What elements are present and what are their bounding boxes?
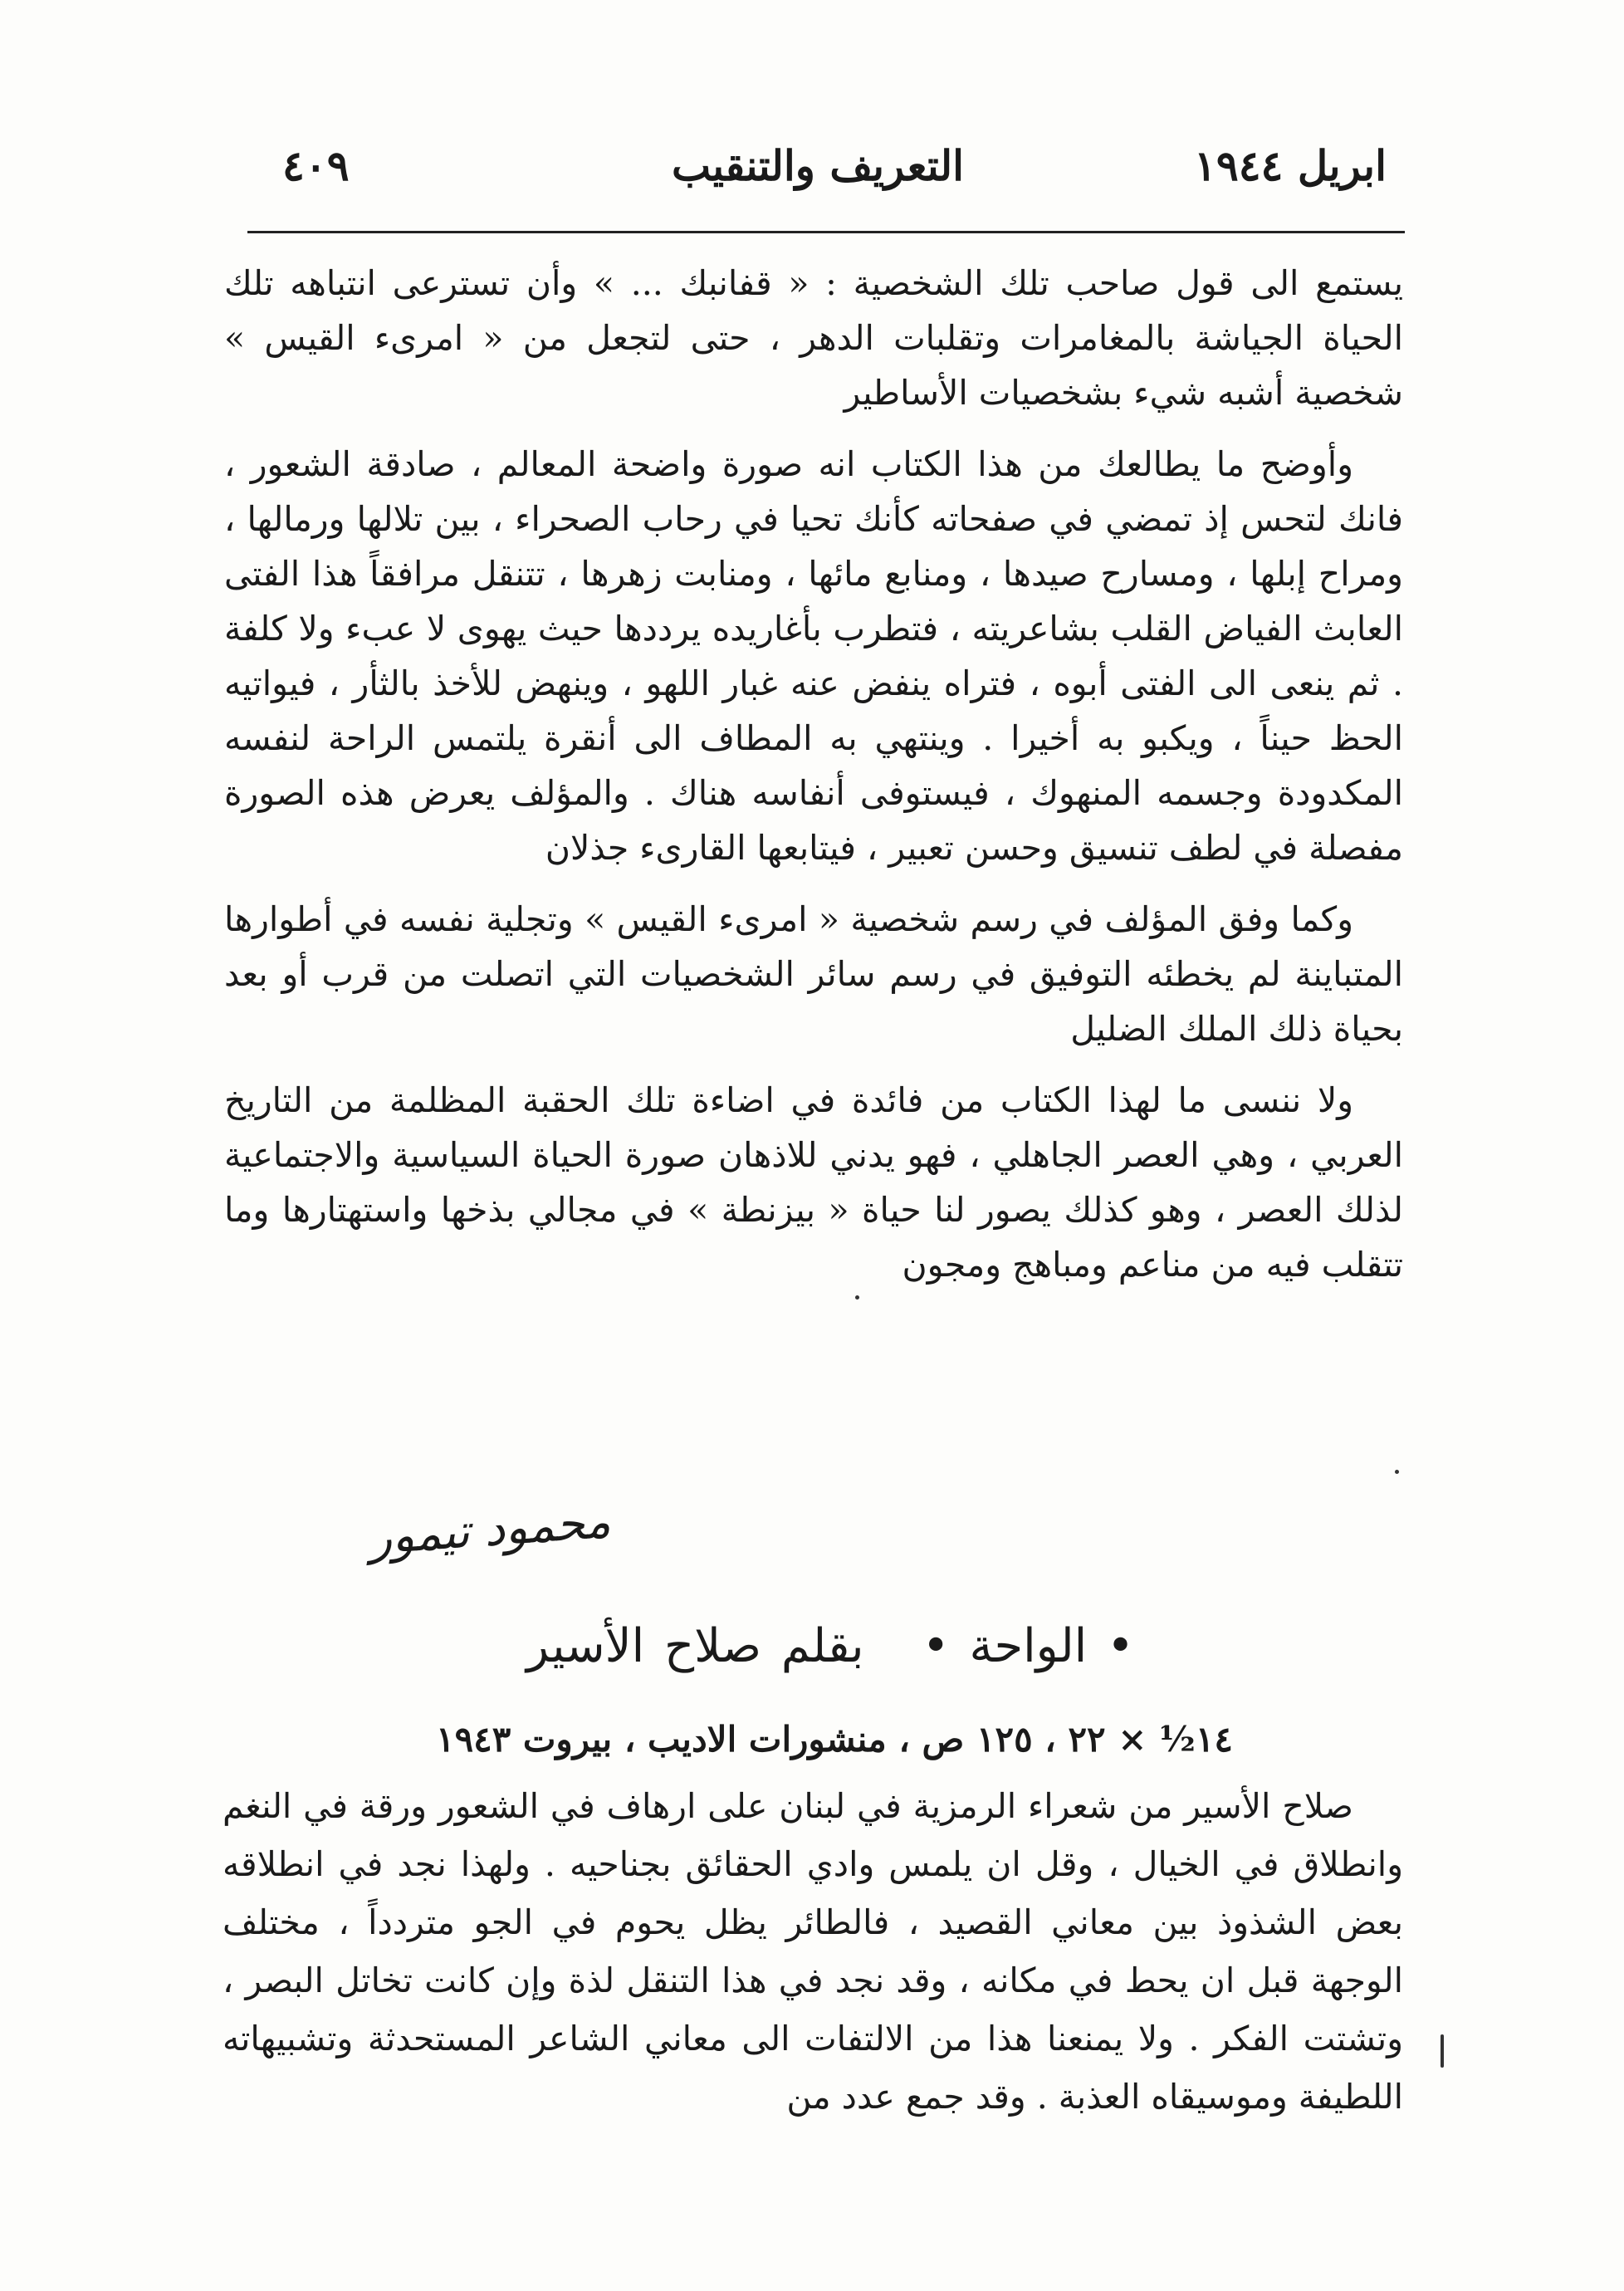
paragraph: ولا ننسى ما لهذا الكتاب من فائدة في اضاءة تلك الحقبة المظلمة من التاريخ العربي ، وهي العصر الجاهلي ، فهو يدني للاذهان صورة الحياة السياسية والاجتماعية لذلك العصر ، وهو كذلك يصور لنا حياة « بيزنطة » في مجالي بذخها واستهتارها وما تتقلب فيه من مناعم ومباهج ومجون xyxy=(224,1080,1403,1285)
page-header xyxy=(249,141,1387,216)
paragraph: صلاح الأسير من شعراء الرمزية في لبنان على ارهاف في الشعور ورقة في النغم وانطلاق في الخيال ، وقل ان يلمس وادي الحقائق بجناحيه . ولهذا نجد في انطلاقه بعض الشذوذ بين معاني القصيد ، فالطائر يظل يحوم في الجو متردداً ، مختلف الوجهة قبل ان يحط في مكانه ، وقد نجد في هذا التنقل لذة وإن كانت تخاتل البصر ، وتشتت الفكر . ولا يمنعنا هذا من الالتفات الى معاني الشاعر المستحدثة وتشبيهاته اللطيفة وموسيقاه العذبة . وقد جمع عدد من xyxy=(223,1786,1403,2117)
book-author: صلاح الأسير xyxy=(526,1619,762,1673)
review-body xyxy=(223,1777,1403,2126)
print-speck xyxy=(1395,1470,1399,1474)
article-body xyxy=(224,256,1403,1309)
by-label: بقلم xyxy=(780,1619,864,1673)
header-date: ابريل ١٩٤٤ xyxy=(1193,141,1387,190)
page-number: ٤٠٩ xyxy=(282,141,350,190)
review-heading xyxy=(415,1619,1245,1673)
paragraph: وأوضح ما يطالعك من هذا الكتاب انه صورة واضحة المعالم ، صادقة الشعور ، فانك لتحس إذ تمضي في صفحاته كأنك تحيا في رحاب الصحراء ، بين تلالها ورمالها ، ومراح إبلها ، ومسارح صيدها ، ومنابع مائها ، ومنابت زهرها ، تتنقل مرافقاً هذا الفتى العابث الفياض القلب بشاعريته ، فتطرب بأغاريده يرددها حيث يهوى لا عبء ولا كلفة . ثم ينعى الى الفتى أبوه ، فتراه ينفض عنه غبار اللهو ، وينهض للأخذ بالثأر ، فيواتيه الحظ حيناً ، ويكبو به أخيرا . وينتهي به المطاف الى أنقرة يلتمس الراحة لنفسه المكدودة وجسمه المنهوك ، فيستوفى أنفاسه هناك . والمؤلف يعرض هذه الصورة مفصلة في لطف تنسيق وحسن تعبير ، فيتابعها القارىء جذلان xyxy=(224,444,1403,868)
print-speck xyxy=(855,1295,859,1300)
header-title: التعريف والتنقيب xyxy=(672,141,964,190)
publication-info: ١٤½ × ٢٢ ، ١٢٥ ص ، منشورات الاديب ، بيروت ١٩٤٣ xyxy=(436,1719,1233,1760)
author-signature: محمود تيمور xyxy=(367,1494,613,1566)
book-title: • الواحة • xyxy=(922,1619,1135,1673)
paragraph: يستمع الى قول صاحب تلك الشخصية : « قفانبك ... » وأن تسترعى انتباهه تلك الحياة الجياشة بالمغامرات وتقلبات الدهر ، حتى لتجعل من « امرىء القيس » شخصية أشبه شيء بشخصيات الأساطير xyxy=(224,263,1403,413)
header-rule xyxy=(247,231,1405,233)
print-mark xyxy=(1441,2034,1444,2068)
paragraph: وكما وفق المؤلف في رسم شخصية « امرىء القيس » وتجلية نفسه في أطوارها المتباينة لم يخطئه التوفيق في رسم سائر الشخصيات التي اتصلت من قرب أو بعد بحياة ذلك الملك الضليل xyxy=(224,899,1403,1049)
